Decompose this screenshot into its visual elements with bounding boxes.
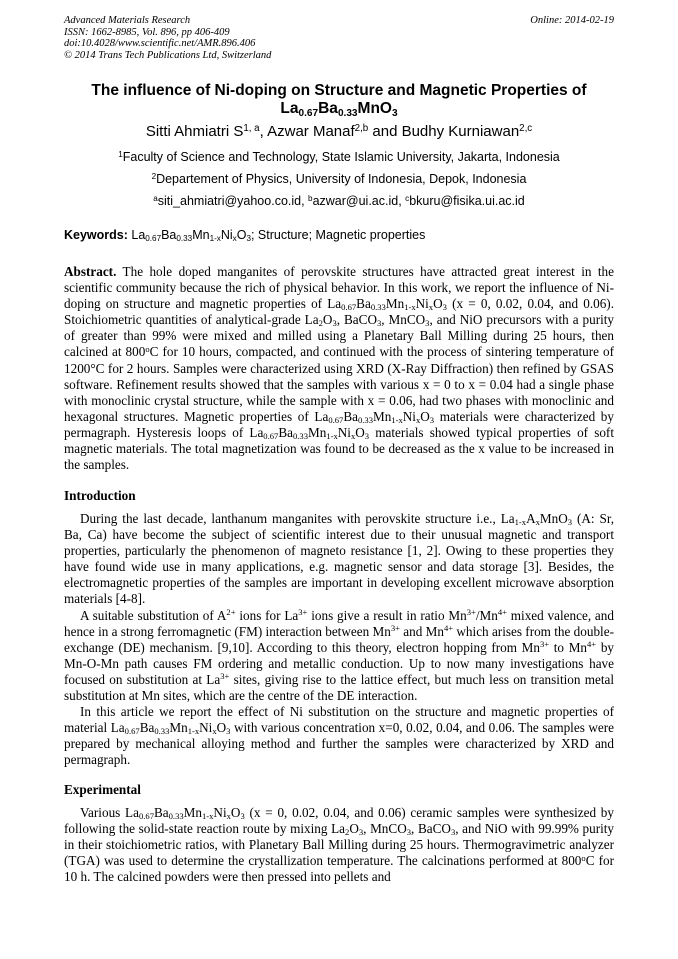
text-segment: 3: [376, 318, 382, 329]
text-segment: x: [350, 431, 356, 442]
text-segment: bkuru@fisika.ui.ac.id: [409, 194, 525, 208]
text-segment: O: [349, 821, 359, 837]
text-segment: Mn: [192, 228, 210, 242]
text-segment: 2: [151, 171, 157, 181]
text-segment: azwar@ui.ac.id,: [312, 194, 406, 208]
text-segment: Mn: [385, 296, 405, 312]
text-segment: , and NiO with 99.99% purity in their stoichiometric ratios, with Planetary Ball Milling during 25 hours. Thermogravimetric analyzer (TGA) was used to determine the crystallization temperature. The calcinations performed at 800: [64, 821, 615, 869]
text-segment: 0.67: [341, 302, 357, 313]
text-segment: 2: [345, 827, 350, 838]
text-segment: materials showed typical properties of soft magnetic materials. The total magnetization was found to be decreased as the x value to be increased in the samples.: [64, 424, 614, 473]
text-segment: x: [226, 811, 231, 822]
text-segment: x: [428, 302, 434, 313]
issn: ISSN: 1662-8985, Vol. 896, pp 406-409: [64, 26, 230, 38]
text-segment: 0.67: [138, 811, 154, 822]
text-segment: 3: [358, 827, 364, 838]
text-segment: and Mn: [399, 623, 444, 639]
text-segment: 0.33: [370, 302, 386, 313]
text-segment: ions give a result in ratio Mn: [307, 607, 467, 623]
text-segment: 1-x: [391, 414, 403, 425]
authors: [40, 123, 638, 140]
text-segment: 3: [406, 827, 412, 838]
text-segment: La: [280, 100, 299, 117]
text-segment: La: [131, 228, 146, 242]
text-segment: and Budhy Kurniawan: [368, 123, 520, 140]
text-segment: Ni: [402, 408, 416, 424]
text-segment: 1, a: [243, 122, 260, 134]
text-segment: 0.67: [124, 726, 140, 737]
text-segment: siti_ahmiatri@yahoo.co.id,: [157, 194, 309, 208]
text-segment: , BaCO: [336, 312, 377, 328]
text-segment: o: [581, 852, 586, 863]
paragraph: [64, 608, 614, 705]
text-segment: 4+: [497, 606, 507, 617]
text-segment: Various La: [80, 805, 139, 820]
text-segment: (x = 0, 0.02, 0.04, and 0.06) ceramic samples were synthesized by following the solid-state reaction route by mixing La: [64, 805, 614, 837]
text-segment: x: [415, 414, 421, 425]
text-segment: 0.33: [337, 107, 358, 119]
text-segment: ; Structure; Magnetic properties: [250, 228, 426, 242]
text-segment: , Azwar Manaf: [259, 123, 355, 140]
text-segment: 0.67: [328, 414, 344, 425]
text-segment: The influence of Ni-doping on Structure and Magnetic Properties of: [91, 82, 587, 99]
text-segment: A: [526, 511, 536, 526]
text-segment: Ba: [318, 100, 338, 117]
text-segment: In this article we report the effect of Ni substitution on the structure and magnetic properties of material La: [64, 704, 614, 736]
text-segment: Mn: [307, 424, 327, 440]
text-segment: x: [535, 517, 540, 528]
text-segment: 1-x: [404, 302, 416, 313]
text-segment: 3: [442, 302, 447, 313]
text-segment: Faculty of Science and Technology, State Islamic University, Jakarta, Indonesia: [122, 150, 560, 164]
text-segment: 0.33: [154, 726, 170, 737]
text-segment: to Mn: [549, 639, 588, 655]
text-segment: 3+: [466, 606, 476, 617]
text-segment: 2: [318, 318, 323, 329]
text-segment: 1-x: [209, 234, 221, 244]
text-segment: materials were characterized by permagraph. Hysteresis loops of La: [64, 408, 614, 440]
text-segment: 3: [240, 811, 245, 822]
text-segment: Ba: [278, 424, 293, 440]
text-segment: O: [433, 296, 443, 312]
text-segment: 1-x: [326, 431, 338, 442]
copyright: © 2014 Trans Tech Publications Ltd, Switzerland: [64, 49, 272, 61]
text-segment: C for 10 h. The calcined powders were then pressed into pellets and: [64, 853, 614, 885]
text-segment: 3: [450, 827, 456, 838]
text-segment: Ni: [337, 424, 351, 440]
text-segment: , MnCO: [363, 821, 407, 837]
abstract: [64, 264, 614, 473]
text-segment: 2+: [226, 606, 236, 617]
text-segment: Ni: [213, 805, 227, 820]
text-segment: , and NiO precursors with a purity of greater than 99% were mixed and milled using a Planetary Ball Milling during 25 hours, then calcined at 800: [64, 312, 615, 360]
text-segment: O: [236, 228, 247, 242]
section-heading-introduction: Introduction: [64, 488, 136, 503]
text-segment: by Mn-O-Mn path causes FM ordering and metallic conduction. Up to now many investigations have focused on substitution at La: [64, 639, 615, 687]
affiliation-2: [40, 172, 638, 186]
text-segment: During the last decade, lanthanum manganites with perovskite structure i.e., La: [80, 511, 515, 526]
text-segment: 3: [567, 517, 573, 528]
text-segment: O: [230, 805, 241, 820]
author-emails: [40, 194, 638, 208]
text-segment: ions for La: [235, 607, 299, 623]
text-segment: 3+: [220, 671, 230, 682]
text-segment: Ba: [161, 228, 177, 242]
text-segment: , BaCO: [411, 821, 451, 837]
text-segment: Departement of Physics, University of Indonesia, Depok, Indonesia: [156, 172, 527, 186]
text-segment: O: [216, 720, 227, 736]
text-segment: mixed valence, and hence in a strong ferromagnetic (FM) interaction between Mn: [64, 607, 614, 639]
paragraph: [64, 805, 614, 885]
online-date: Online: 2014-02-19: [530, 15, 614, 26]
text-segment: Mn: [183, 805, 202, 820]
keywords: [64, 228, 425, 242]
paragraph: [64, 511, 614, 608]
text-segment: O: [420, 408, 430, 424]
text-segment: sites, giving rise to the lattice effect, but much less on transition metal substitution at Mn sites, which are the centre of the DE interaction.: [64, 671, 615, 704]
text-segment: 1-x: [201, 811, 214, 822]
text-segment: Keywords:: [64, 228, 132, 242]
text-segment: The hole doped manganites of perovskite structures have attracted great interest in the scientific community because the rich of physical behavior. In this work, we report the influence of Ni-doping on structure and magnetic properties of La: [64, 264, 614, 312]
text-segment: 0.33: [292, 431, 308, 442]
text-segment: o: [145, 343, 150, 354]
text-segment: 3: [391, 107, 398, 119]
text-segment: 3+: [539, 639, 550, 650]
text-segment: Sitti Ahmiatri S: [145, 123, 244, 140]
text-segment: 3+: [298, 606, 308, 617]
text-segment: 0.67: [263, 431, 279, 442]
text-segment: O: [355, 424, 365, 440]
text-segment: (A: Sr, Ba, Ca) have become the subject of scientific interest due to their unusual magnetic and transport properties, particularly the phenomenon of magneto resistance [1, 2]. Owing to these properties they have found wide use in many applications, e.g. magnetic sensor and data storage [3]. Besides, the electromagnetic properties of the samples are important in developing excellent microwave absorption materials [4-8].: [64, 511, 614, 607]
text-segment: Mn: [169, 720, 188, 736]
text-segment: Ba: [153, 805, 169, 820]
text-segment: 3: [425, 318, 430, 329]
paper-title: [40, 82, 638, 118]
text-segment: MnO: [357, 100, 392, 117]
paragraph: [64, 704, 614, 768]
text-segment: 3: [332, 318, 337, 329]
text-segment: MnO: [539, 511, 568, 526]
text-segment: with various concentration x=0, 0.02, 0.04, and 0.06. The samples were prepared by mechanical alloying method and further the samples were characterized by XRD and permagraph.: [64, 720, 615, 768]
text-segment: Ba: [356, 296, 371, 312]
text-segment: c: [405, 193, 410, 203]
affiliation-1: [40, 150, 638, 164]
text-segment: A suitable substitution of A: [80, 607, 227, 623]
text-segment: 4+: [587, 639, 597, 650]
text-segment: 4+: [443, 622, 454, 633]
text-segment: Abstract.: [64, 264, 117, 279]
text-segment: 3+: [390, 622, 400, 633]
text-segment: 3: [429, 414, 435, 425]
text-segment: x: [212, 726, 217, 737]
journal-header: [64, 15, 271, 61]
doi: doi:10.4028/www.scientific.net/AMR.896.406: [64, 38, 256, 49]
text-segment: 0.33: [168, 811, 184, 822]
text-segment: 2,b: [354, 122, 369, 134]
text-segment: b: [308, 193, 313, 203]
text-segment: 0.67: [298, 107, 319, 119]
text-segment: Ba: [343, 408, 358, 424]
journal-name: Advanced Materials Research: [64, 15, 191, 26]
text-segment: O: [322, 312, 333, 328]
text-segment: 1-x: [187, 726, 200, 737]
text-segment: , MnCO: [381, 312, 426, 328]
text-segment: Mn: [373, 408, 392, 424]
text-segment: x: [232, 234, 237, 244]
text-segment: Ni: [415, 296, 429, 312]
paragraph: [64, 264, 614, 473]
text-segment: C for 10 hours, compacted, and continued with the process of sintering temperature of 1200°C for 2 hours. Samples were characterized using XRD (X-Ray Diffraction) then refined by GSAS software. Refinement results showed that the samples with various x = 0 to x = 0.04 had a single phase with monoclinic crystal structure, while the sample with x = 0.06, had two phases with monoclinic and hexagonal structures. Magnetic properties of La: [64, 344, 614, 424]
text-segment: Ni: [199, 720, 213, 736]
text-segment: 0.33: [176, 234, 193, 244]
text-segment: (x = 0, 0.02, 0.04, and 0.06). Stoichiometric quantities of analytical-grade La: [64, 296, 614, 328]
text-segment: which arises from the double-exchange (DE) mechanism. [9,10]. According to this theory, electron hopping from Mn: [64, 623, 614, 655]
text-segment: 1: [118, 149, 123, 159]
text-segment: Ni: [220, 228, 233, 242]
text-segment: Ba: [139, 720, 155, 736]
text-segment: 0.33: [357, 414, 373, 425]
text-segment: 3: [246, 234, 251, 244]
text-segment: /Mn: [475, 607, 498, 623]
text-segment: 3: [226, 726, 231, 737]
text-segment: 0.67: [145, 234, 162, 244]
text-segment: 3: [364, 431, 370, 442]
text-segment: 2,c: [519, 122, 533, 134]
text-segment: 1-x: [514, 517, 527, 528]
section-heading-experimental: Experimental: [64, 782, 141, 797]
introduction-body: [64, 511, 614, 769]
experimental-body: [64, 805, 614, 885]
text-segment: a: [153, 193, 158, 203]
